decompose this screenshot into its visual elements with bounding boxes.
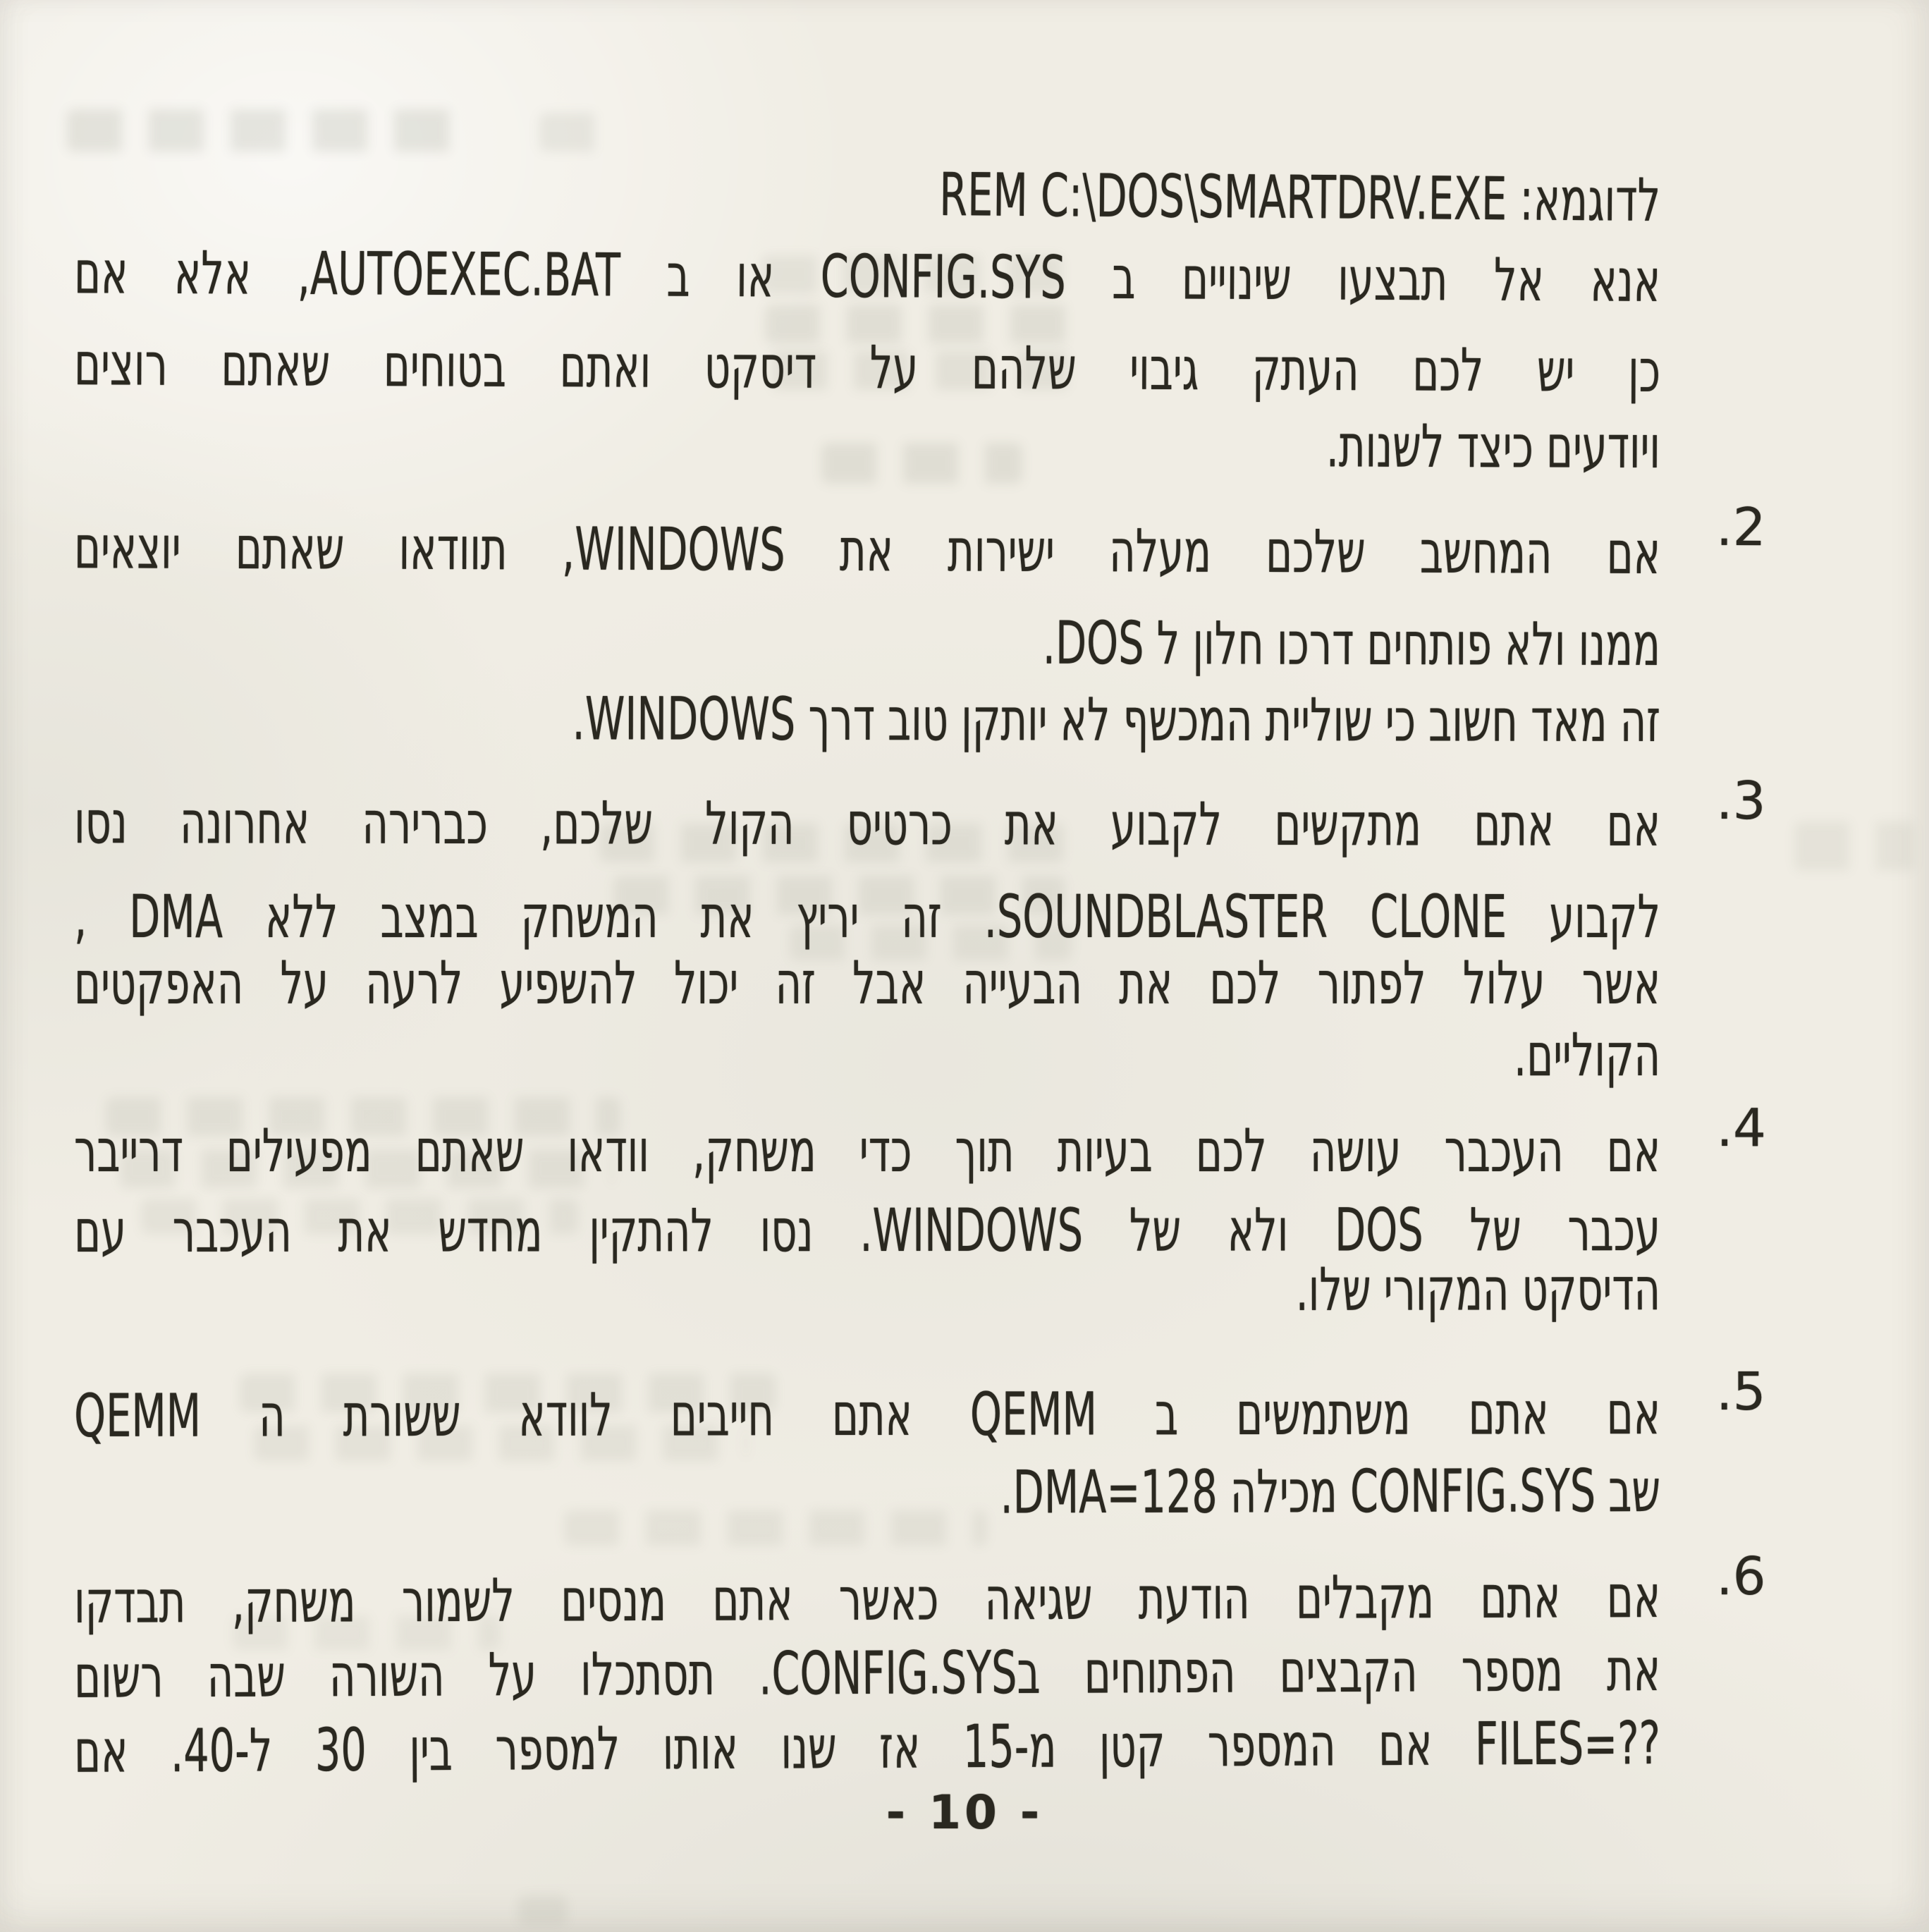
item-number-4: 4. xyxy=(1716,1098,1766,1158)
item-number-3: 3. xyxy=(1716,770,1767,832)
item-2-text-line: אם המחשב שלכם מעלה ישירות את ⁦WINDOWS⁩, תוודאו שאתם יוצאים xyxy=(73,513,1661,587)
item-3-text-line: אם אתם מתקשים לקבוע את כרטיס הקול שלכם, כברירה אחרונה נסו xyxy=(73,788,1661,860)
item-number-5: 5. xyxy=(1716,1361,1767,1423)
item-3-text-line: אשר עלול לפתור לכם את הבעייה אבל זה יכול להשפיע לרעה על האפקטים xyxy=(74,948,1660,1017)
item-2-text-line: זה מאד חשוב כי שוליית המכשף לא יותקן טוב דרך ⁦WINDOWS⁩. xyxy=(572,684,1661,755)
item-4-text-line: הדיסקט המקורי שלו. xyxy=(1295,1254,1661,1324)
item-4-text-line: עכבר של ⁦DOS⁩ ולא של ⁦WINDOWS⁩. נסו להתקין מחדש את העכבר עם xyxy=(74,1195,1661,1266)
bleedthrough-ghost xyxy=(1794,821,1914,871)
item-number-2: 2. xyxy=(1716,496,1767,558)
item-3-text-line: הקוליים. xyxy=(1513,1020,1661,1090)
item-6-text-line: אם אתם מקבלים הודעת שגיאה כאשר אתם מנסים לשמור משחק, תבדקו xyxy=(73,1562,1661,1637)
bleedthrough-ghost xyxy=(539,113,620,152)
bleedthrough-ghost xyxy=(518,1895,568,1925)
intro-text-line: אנא אל תבצעו שינויים ב ⁦CONFIG.SYS⁩ או ב ⁦AUTOEXEC.BAT⁩, אלא אם xyxy=(73,238,1661,315)
intro-text-line: כן יש לכם העתק גיבוי שלהם על דיסקט ואתם בטוחים שאתם רוצים xyxy=(73,329,1661,405)
bleedthrough-ghost xyxy=(67,109,465,152)
item-5-text-line: אם אתם משתמשים ב ⁦QEMM⁩ אתם חייבים לוודא ששורת ה ⁦QEMM⁩ xyxy=(73,1378,1661,1450)
item-3-text-line: לקבוע ⁦SOUNDBLASTER CLONE⁩. זה יריץ את המשחק במצב ללא ⁦DMA⁩ , xyxy=(74,882,1660,951)
example-command-line: לדוגמא: ⁦REM C:\DOS\SMARTDRV.EXE⁩ xyxy=(939,159,1661,235)
item-4-text-line: אם העכבר עושה לכם בעיות תוך כדי משחק, וודאו שאתם מפעילים דרייבר xyxy=(74,1116,1660,1185)
page-number: - 10 - xyxy=(886,1785,1043,1840)
item-2-text-line: ממנו ולא פותחים דרכו חלון ל ⁦DOS⁩. xyxy=(1042,608,1661,679)
item-6-text-line: את מספר הקבצים הפתוחים ב⁦CONFIG.SYS⁩. תסתכלו על השורה שבה רשום xyxy=(73,1635,1661,1711)
item-5-text-line: שב ⁦CONFIG.SYS⁩ מכילה ⁦DMA=128⁩. xyxy=(1000,1456,1661,1527)
item-number-6: 6. xyxy=(1716,1546,1767,1608)
item-6-text-line: ⁦FILES=??⁩ אם המספר קטן מ-15 אז שנו אותו למספר בין 30 ל-40. אם xyxy=(73,1708,1661,1786)
intro-text-line: ויודעים כיצד לשנות. xyxy=(1325,411,1661,482)
